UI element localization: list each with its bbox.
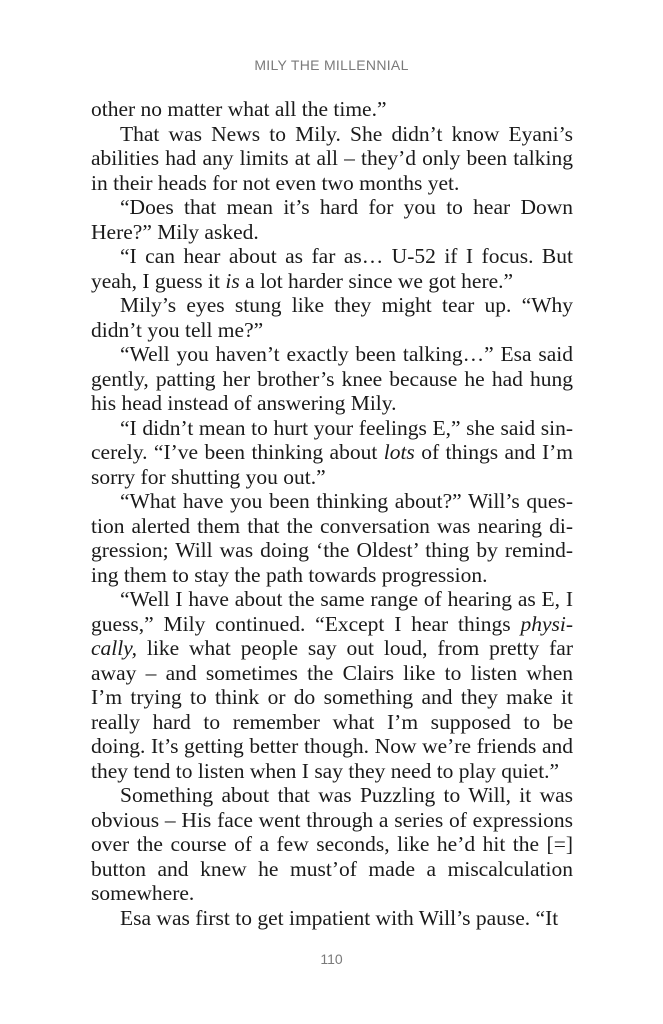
paragraph: “Does that mean it’s hard for you to hear Down Here?” Mily asked. xyxy=(91,195,573,244)
text-run: like what people say out loud, from pretty far away – and sometimes the Clairs like to listen when I’m trying to think or do something and they make it really hard to remember what I’m supposed to be doing. It’s getting better though. Now we’re friends and they tend to listen when I say they need to play quiet.” xyxy=(91,636,573,783)
text-run: a lot harder since we got here.” xyxy=(239,268,514,293)
paragraph: “Well you haven’t exactly been talking…” Esa said gently, patting her brother’s knee because he had hung his head instead of answering Mily. xyxy=(91,342,573,415)
paragraph xyxy=(91,587,573,783)
text-run: of things and I’m sorry for shutting you out.” xyxy=(91,440,573,489)
paragraph: That was News to Mily. She didn’t know Eyani’s abilities had any limits at all – they’d only been talking in their heads for not even two months yet. xyxy=(91,121,573,195)
paragraph xyxy=(91,416,573,490)
body-text xyxy=(91,97,573,930)
paragraph: Esa was first to get impatient with Will’s pause. “It xyxy=(120,905,559,930)
paragraph xyxy=(91,244,573,293)
text-run: “I can hear about as far as… U-52 if I focus. But yeah, I guess it xyxy=(91,244,573,293)
paragraph: Mily’s eyes stung like they might tear up. “Why didn’t you tell me?” xyxy=(91,293,573,342)
paragraph: “What have you been thinking about?” Will’s question alerted them that the conversation was nearing digression; Will was doing ‘the Oldest’ thing by reminding them to stay the path towards progression. xyxy=(91,489,573,587)
paragraph: Something about that was Puzzling to Will, it was obvious – His face went through a series of expressions over the course of a few seconds, like he’d hit the [=] button and knew he must’of made a miscalculation somewhere. xyxy=(91,783,573,905)
page-number: 110 xyxy=(320,951,343,967)
text-run: “I didn’t mean to hurt your feelings E,” she said sincerely. “I’ve been thinking about xyxy=(91,415,573,464)
emphasis-text: lots xyxy=(383,440,415,464)
text-run: “Well I have about the same range of hearing as E, I guess,” Mily continued. “Except I hear things xyxy=(91,587,573,636)
emphasis-text: physically, xyxy=(91,611,573,660)
paragraph-continued: other no matter what all the time.” xyxy=(91,97,387,121)
running-header: MILY THE MILLENNIAL xyxy=(254,57,409,73)
emphasis-text: is xyxy=(225,268,240,293)
